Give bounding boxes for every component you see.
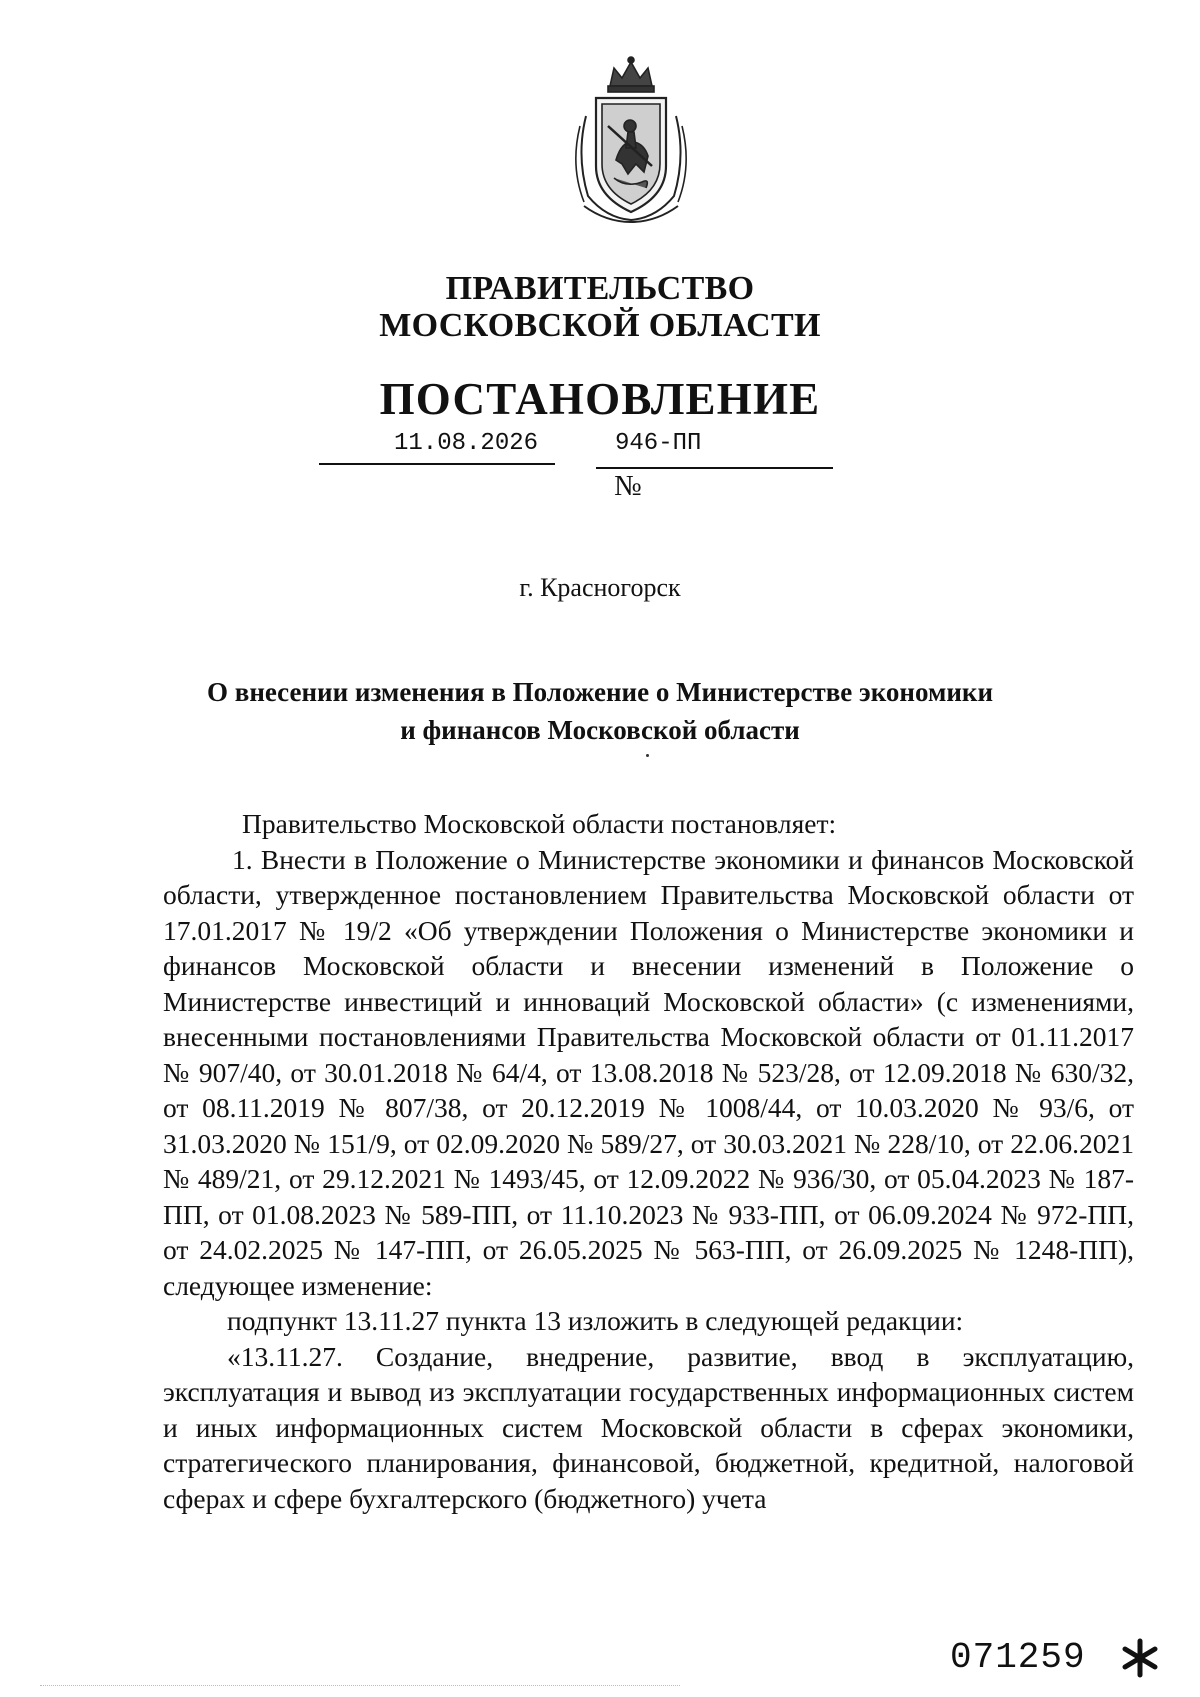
scan-edge-noise: [40, 1685, 680, 1686]
document-type-title: ПОСТАНОВЛЕНИЕ: [379, 374, 821, 424]
document-subject: [0, 673, 1200, 749]
date-underline: [319, 463, 555, 465]
document-number: 946-ПП: [615, 430, 702, 457]
coat-of-arms-icon: [566, 56, 696, 224]
number-underline: [596, 467, 833, 469]
number-sign: №: [614, 470, 642, 502]
subitem-paragraph: подпункт 13.11.27 пункта 13 изложить в следующей редакции:: [227, 1305, 964, 1336]
document-date: 11.08.2026: [394, 430, 539, 457]
org-name-line1: ПРАВИТЕЛЬСТВО: [445, 270, 755, 307]
document-body: [163, 806, 1134, 1516]
org-name-line2: МОСКОВСКОЙ ОБЛАСТИ: [379, 307, 821, 344]
intro-paragraph: Правительство Московской области постановляет:: [242, 808, 837, 839]
city-of-issue: г. Красногорск: [519, 573, 681, 602]
subject-line2: и финансов Московской области: [400, 715, 800, 745]
scan-dot: [646, 754, 649, 757]
subject-line1: О внесении изменения в Положение о Министерстве экономики: [206, 677, 994, 707]
item-1-paragraph: 1. Внести в Положение о Министерстве экономики и финансов Московской области, утвержденное постановлением Правительства Московской области от 17.01.2017 № 19/2 «Об утверждении Положения о Министерстве экономики и финансов Московской области и внесении изменений в Положение о Министерстве инвестиций и инноваций Московской области» (с изменениями, внесенными постановлениями Правительства Московской области от 01.11.2017 № 907/40, от 30.01.2018 № 64/4, от 13.08.2018 № 523/28, от 12.09.2018 № 630/32, от 08.11.2019 № 807/38, от 20.12.2019 № 1008/44, от 10.03.2020 № 93/6, от 31.03.2020 № 151/9, от 02.09.2020 № 589/27, от 30.03.2021 № 228/10, от 22.06.2021 № 489/21, от 29.12.2021 № 1493/45, от 12.09.2022 № 936/30, от 05.04.2023 № 187-ПП, от 01.08.2023 № 589-ПП, от 11.10.2023 № 933-ПП, от 06.09.2024 № 972-ПП, от 24.02.2025 № 147-ПП, от 26.05.2025 № 563-ПП, от 26.09.2025 № 1248-ПП), следующее изменение:: [163, 843, 1134, 1301]
serial-number: 071259: [950, 1637, 1086, 1678]
asterisk-icon: [1118, 1636, 1162, 1680]
quoted-paragraph: «13.11.27. Создание, внедрение, развитие, ввод в эксплуатацию, эксплуатация и вывод из эксплуатации государственных информационных систем и иных информационных систем Московской области в сферах экономики, стратегического планирования, финансовой, бюджетной, кредитной, налоговой сферах и сфере бухгалтерского (бюджетного) учета: [163, 1340, 1134, 1514]
issuing-authority: [0, 270, 1200, 344]
